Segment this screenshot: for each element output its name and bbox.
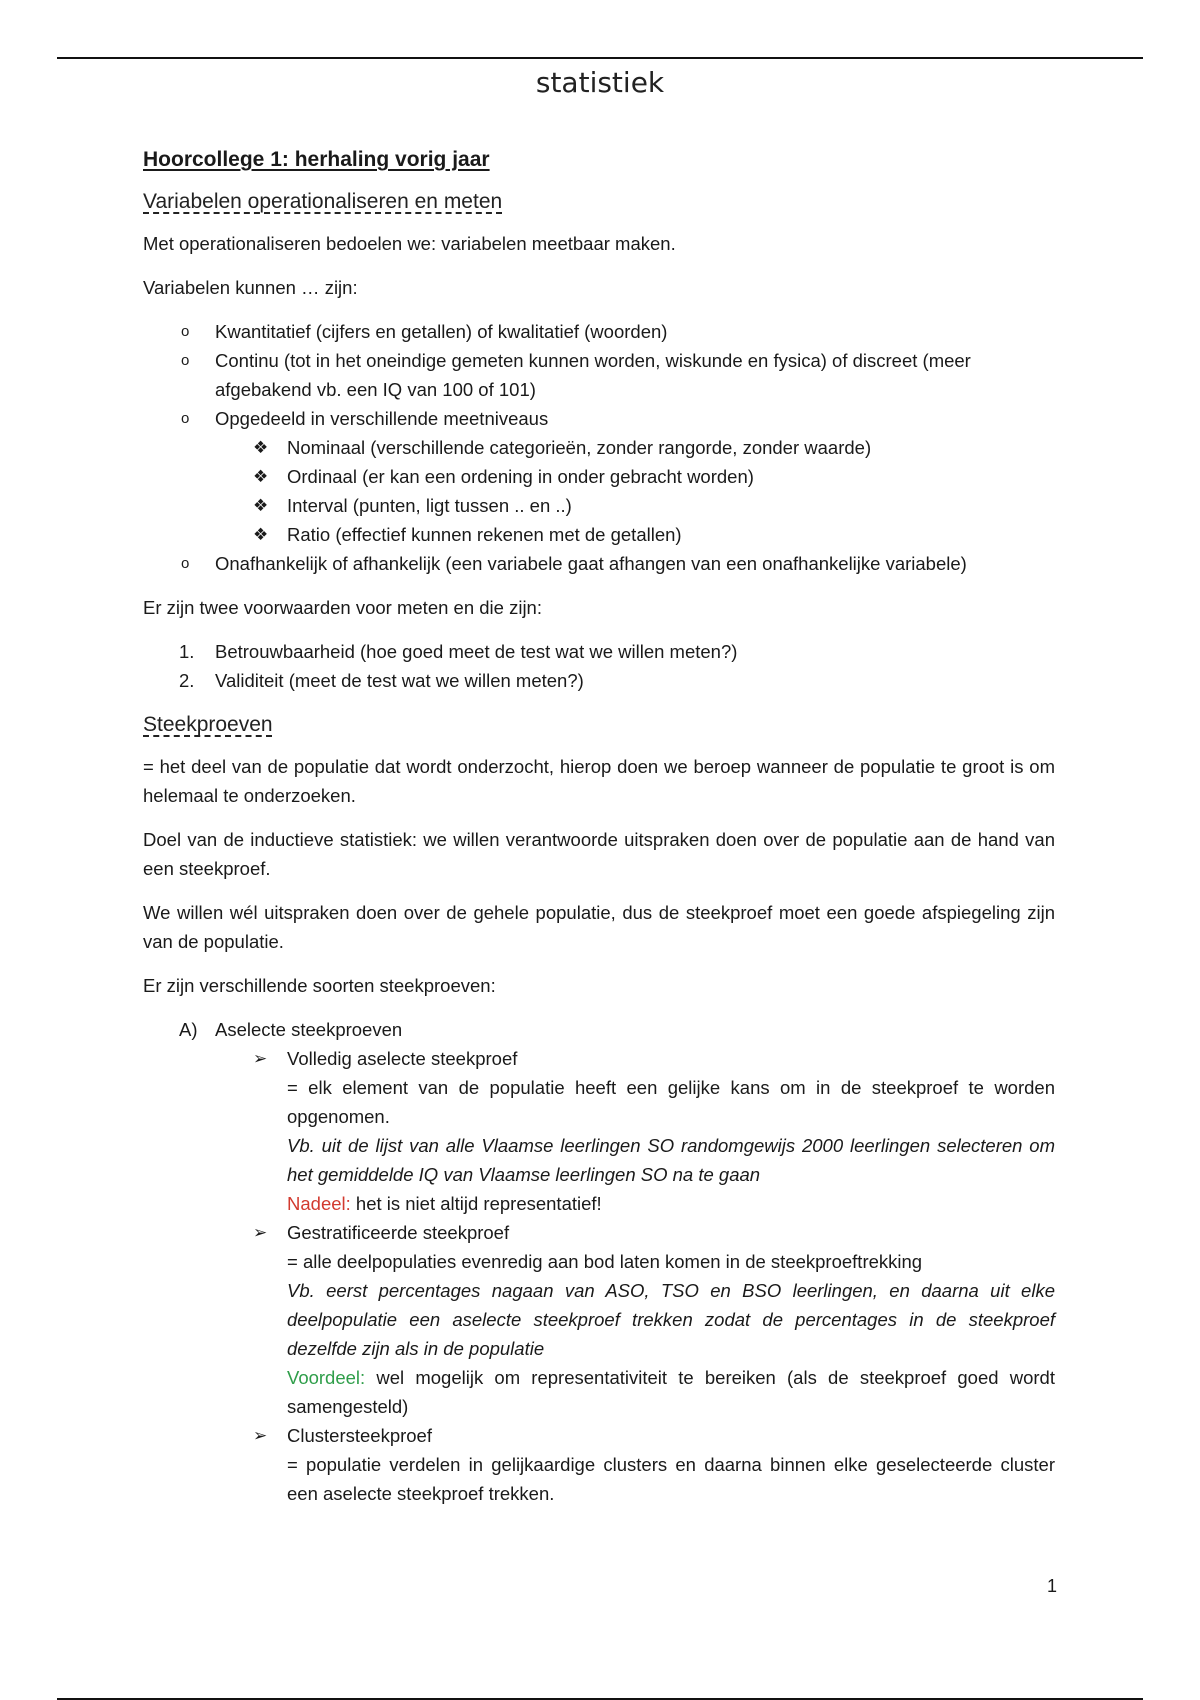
paragraph: Er zijn twee voorwaarden voor meten en die zijn: [143, 597, 542, 618]
subheading-variabelen: Variabelen operationaliseren en meten [143, 190, 503, 213]
list-item: o Opgedeeld in verschillende meetniveaus [143, 404, 1055, 433]
sub-list-item: ➢ Volledig aselecte steekproef [143, 1044, 1055, 1073]
diamond-bullet-icon: ❖ [253, 525, 269, 544]
sub-list-item: ❖ Ordinaal (er kan een ordening in onder gebracht worden) [143, 462, 1055, 491]
circle-bullet-icon: o [181, 410, 190, 427]
definition: = elk element van de populatie heeft een gelijke kans om in de steekproef te worden opgenomen. [287, 1077, 1055, 1127]
note-label-negative: Nadeel: [287, 1193, 351, 1214]
note: Nadeel: het is niet altijd representatief! [287, 1193, 602, 1214]
lettered-item: A) Aselecte steekproeven [179, 1019, 403, 1040]
subheading-steekproeven: Steekproeven [143, 713, 273, 736]
diamond-bullet-icon: ❖ [253, 496, 269, 515]
list-item: o Onafhankelijk of afhankelijk (een variabele gaat afhangen van een onafhankelijke variabele) [143, 549, 1055, 578]
diamond-bullet-icon: ❖ [253, 438, 269, 457]
paragraph: Er zijn verschillende soorten steekproeven: [143, 975, 496, 996]
list-item: o Continu (tot in het oneindige gemeten kunnen worden, wiskunde en fysica) of discreet (meer afgebakend vb. een IQ van 100 of 101) [143, 346, 1055, 404]
arrow-bullet-icon: ➢ [253, 1426, 268, 1445]
sample-types-list [143, 1015, 1055, 1508]
sub-list-item: ❖ Ratio (effectief kunnen rekenen met de getallen) [143, 520, 1055, 549]
sub-list-item: ❖ Interval (punten, ligt tussen .. en ..) [143, 491, 1055, 520]
note: Voordeel: wel mogelijk om representativiteit te bereiken (als de steekproef goed wordt samengesteld) [287, 1367, 1055, 1417]
sub-list-item: ❖ Nominaal (verschillende categorieën, zonder rangorde, zonder waarde) [143, 433, 1055, 462]
list-item: o Kwantitatief (cijfers en getallen) of kwalitatief (woorden) [143, 317, 1055, 346]
sub-list-item: ➢ Gestratificeerde steekproef [143, 1218, 1055, 1247]
diamond-bullet-icon: ❖ [253, 467, 269, 486]
paragraph: = het deel van de populatie dat wordt onderzocht, hierop doen we beroep wanneer de populatie te groot is om helemaal te onderzoeken. [143, 756, 1055, 806]
sub-list-item: ➢ Clustersteekproef [143, 1421, 1055, 1450]
document-body [143, 145, 1055, 1523]
variable-types-list [143, 317, 1055, 578]
note-label-positive: Voordeel: [287, 1367, 366, 1388]
circle-bullet-icon: o [181, 323, 190, 340]
conditions-list [143, 637, 1055, 695]
numbered-item: 1. Betrouwbaarheid (hoe goed meet de test wat we willen meten?) [179, 641, 738, 662]
paragraph: We willen wél uitspraken doen over de gehele populatie, dus de steekproef moet een goede afspiegeling zijn van de populatie. [143, 902, 1055, 952]
paragraph: Met operationaliseren bedoelen we: variabelen meetbaar maken. [143, 233, 676, 254]
document-header-title: statistiek [535, 66, 665, 99]
example: Vb. uit de lijst van alle Vlaamse leerlingen SO randomgewijs 2000 leerlingen selecteren om het gemiddelde IQ van Vlaamse leerlingen SO na te gaan [287, 1135, 1055, 1185]
page-number: 1 [1046, 1576, 1057, 1596]
numbered-item: 2. Validiteit (meet de test wat we willen meten?) [179, 670, 584, 691]
paragraph: Doel van de inductieve statistiek: we willen verantwoorde uitspraken doen over de populatie aan de hand van een steekproef. [143, 829, 1055, 879]
header-rule [57, 57, 1143, 59]
definition: = populatie verdelen in gelijkaardige clusters en daarna binnen elke geselecteerde cluster een aselecte steekproef trekken. [287, 1454, 1055, 1504]
definition: = alle deelpopulaties evenredig aan bod laten komen in de steekproeftrekking [287, 1251, 923, 1272]
paragraph: Variabelen kunnen … zijn: [143, 277, 358, 298]
arrow-bullet-icon: ➢ [253, 1223, 268, 1242]
circle-bullet-icon: o [181, 555, 190, 572]
example: Vb. eerst percentages nagaan van ASO, TSO en BSO leerlingen, en daarna uit elke deelpopulatie een aselecte steekproef trekken zodat de percentages in de steekproef dezelfde zijn als in de populatie [287, 1280, 1055, 1359]
circle-bullet-icon: o [181, 352, 190, 369]
arrow-bullet-icon: ➢ [253, 1049, 268, 1068]
lecture-heading: Hoorcollege 1: herhaling vorig jaar [143, 148, 490, 171]
